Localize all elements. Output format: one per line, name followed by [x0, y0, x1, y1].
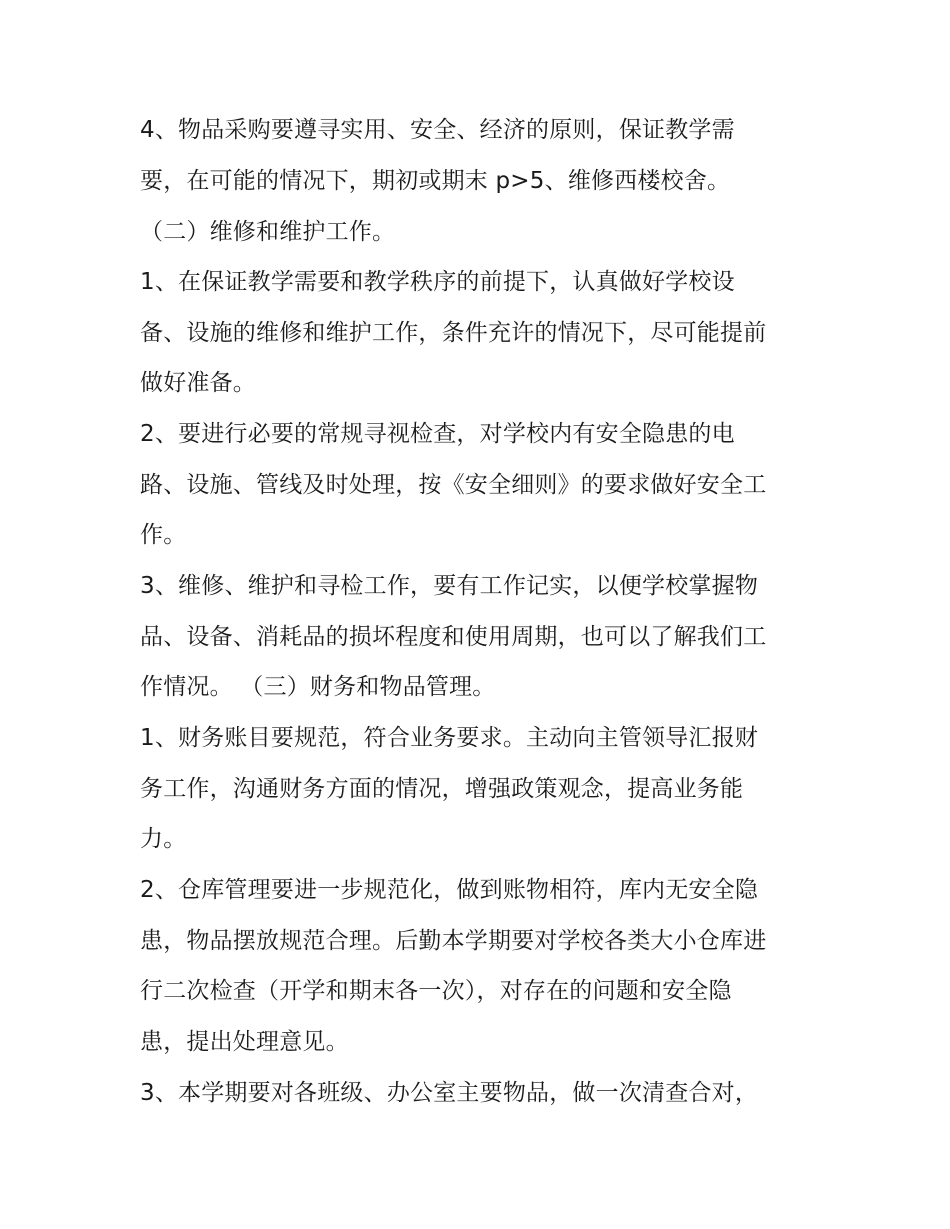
text-line: 务工作，沟通财务方面的情况，增强政策观念，提高业务能 [140, 776, 744, 802]
text-line: 做好准备。 [140, 370, 256, 396]
text-line: 3、本学期要对各班级、办公室主要物品，做一次清查合对， [140, 1080, 759, 1106]
text-line: 1、在保证教学需要和教学秩序的前提下，认真做好学校设 [140, 269, 735, 295]
text-line: 行二次检查（开学和期末各一次），对存在的问题和安全隐 [140, 978, 732, 1004]
text-line: 作。 [140, 522, 187, 548]
text-line: 1、财务账目要规范，符合业务要求。主动向主管领导汇报财 [140, 725, 759, 751]
text-line: 2、仓库管理要进一步规范化，做到账物相符，库内无安全隐 [140, 877, 759, 903]
section-heading: （二）维修和维护工作。 [140, 219, 396, 245]
text-line: 作情况。 （三）财务和物品管理。 [140, 674, 496, 700]
text-line: 要，在可能的情况下，期初或期末 p>5、维修西楼校舍。 [140, 168, 731, 194]
text-line: 患，提出处理意见。 [140, 1029, 349, 1055]
text-line: 2、要进行必要的常规寻视检查，对学校内有安全隐患的电 [140, 421, 735, 447]
text-line: 品、设备、消耗品的损坏程度和使用周期，也可以了解我们工 [140, 624, 767, 650]
text-line: 4、物品采购要遵寻实用、安全、经济的原则，保证教学需 [140, 117, 735, 143]
text-line: 路、设施、管线及时处理，按《安全细则》的要求做好安全工 [140, 472, 767, 498]
text-line: 力。 [140, 826, 187, 852]
text-line: 备、设施的维修和维护工作，条件充许的情况下，尽可能提前 [140, 320, 767, 346]
text-line: 患，物品摆放规范合理。后勤本学期要对学校各类大小仓库进 [140, 928, 767, 954]
text-line: 3、维修、维护和寻检工作，要有工作记实，以便学校掌握物 [140, 573, 759, 599]
